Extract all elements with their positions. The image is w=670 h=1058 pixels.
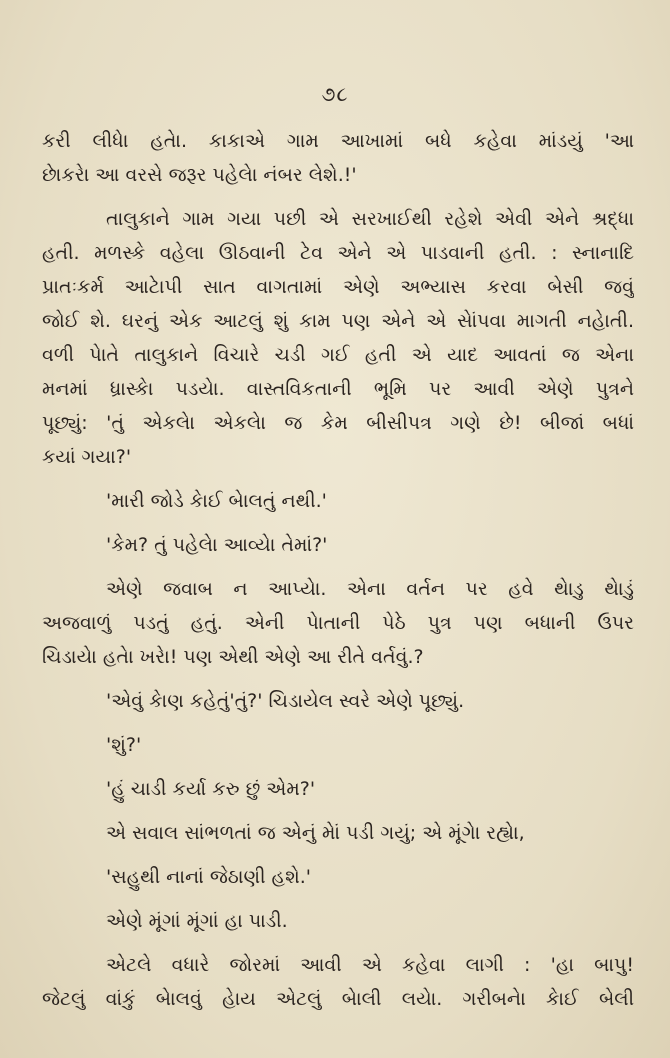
text-line: છેાકરેા આ વરસે જરૂર પહેલેા નંબર લેશે.!' (42, 164, 357, 186)
text-line: વળી પેાતે તાલુકાને વિચારે ચડી ગઈ હતી એ યાદ આવતાં જ એના (42, 344, 634, 366)
text-line: અજવાળું પડતું હતું. એની પેાતાની પેઠે પુત્ર પણ બધાની ઉપર (42, 612, 634, 634)
text-line: પૂછ્યું: 'તું એકલેા એકલેા જ કેમ બીસીપત્ર ગણે છે! બીજાં બધાં (42, 412, 634, 434)
paragraph-first-line: એણે જવાબ ન આપ્યેા. એના વર્તન પર હવે થેાડુ થેાડું (106, 578, 634, 600)
text-line: પ્રાતઃકર્મ આટેાપી સાત વાગતામાં એણે અભ્યાસ કરવા બેસી જવું (42, 276, 634, 298)
text-line: એ સવાલ સાંભળતાં જ એનું મેાં પડી ગયું; એ મૂંગેા રહ્યેા, (106, 822, 525, 844)
paragraph-first-line: એટલે વધારે જોરમાં આવી એ કહેવા લાગી : 'હા બાપુ! (106, 954, 634, 976)
text-line: એણે મૂંગાં મૂંગાં હા પાડી. (106, 910, 288, 932)
text-line: કરી લીધેા હતેા. કાકાએ ગામ આખામાં બધે કહેવા માંડયું 'આ (42, 130, 634, 152)
text-line: હતી. મળસ્કે વહેલા ઊઠવાની ટેવ એને એ પાડવાની હતી. : સ્નાનાદિ (42, 242, 634, 264)
paragraph-first-line: તાલુકાને ગામ ગયા પછી એ સરખાઈથી રહેશે એવી એને શ્રદ્ધા (106, 208, 634, 230)
page-body (42, 124, 634, 1016)
text-line: ચિડાયેા હતેા ખરેા! પણ એથી એણે આ રીતે વર્તવું.? (42, 646, 424, 668)
text-line: કયાં ગયા?' (42, 446, 132, 468)
dialogue-line: 'શું?' (106, 734, 142, 756)
dialogue-line: 'કેમ? તું પહેલેા આવ્યેા તેમાં?' (106, 534, 328, 556)
dialogue-line: 'સહુથી નાનાં જેઠાણી હશે.' (106, 866, 311, 888)
page-number: ૭૮ (321, 82, 349, 106)
dialogue-line: 'મારી જોડે કેાઈ બેાલતું નથી.' (106, 490, 327, 512)
text-line: મનમાં ધ્રાસ્કેા પડયેા. વાસ્તવિકતાની ભૂમિ પર આવી એણે પુત્રને (42, 378, 634, 400)
text-line: જોઈ શે. ઘરનું એક આટલું શું કામ પણ એને એ સેાંપવા માગતી નહેાતી. (42, 310, 634, 332)
dialogue-line: 'એવું કેાણ કહેતું'તું?' ચિડાયેલ સ્વરે એણે પૂછ્યું. (106, 690, 465, 712)
dialogue-line: 'હું ચાડી કર્યા કરુ છું એમ?' (106, 778, 316, 800)
text-line: જેટલું વાંકું બેાલવું હેાય એટલું બેાલી લયેા. ગરીબનેા કેાઈ બેલી (42, 988, 634, 1010)
